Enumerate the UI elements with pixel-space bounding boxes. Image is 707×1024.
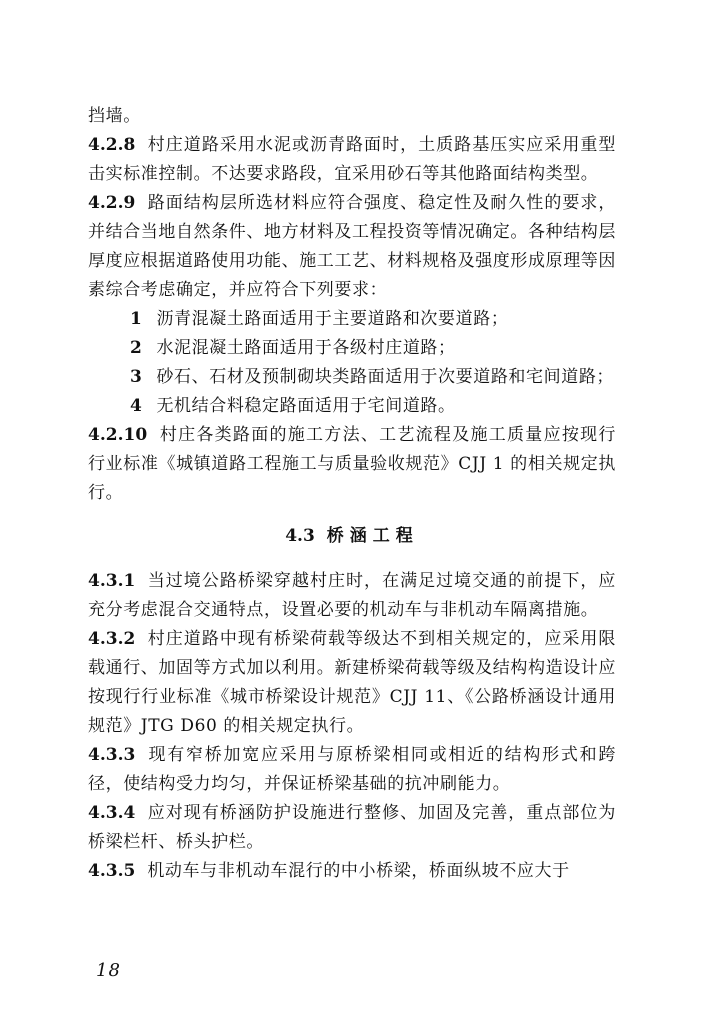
intro-text: 挡墙。 xyxy=(88,106,141,126)
clause-number: 4.3.5 xyxy=(88,861,136,881)
clause-number: 4.2.9 xyxy=(88,193,136,213)
item-number: 2 xyxy=(130,338,143,358)
clause-4-3-2 xyxy=(88,625,616,741)
page-content xyxy=(88,102,616,886)
clause-text: 应对现有桥涵防护设施进行整修、加固及完善，重点部位为桥梁栏杆、桥头护栏。 xyxy=(88,803,616,852)
list-item xyxy=(88,392,616,421)
clause-number: 4.2.8 xyxy=(88,135,136,155)
clause-text: 村庄道路采用水泥或沥青路面时，土质路基压实应采用重型击实标准控制。不达要求路段，宜采用砂石等其他路面结构类型。 xyxy=(88,135,616,184)
list-item xyxy=(88,363,616,392)
clause-number: 4.3.2 xyxy=(88,629,136,649)
clause-number: 4.3.1 xyxy=(88,571,136,591)
item-text: 沥青混凝土路面适用于主要道路和次要道路； xyxy=(156,309,509,329)
clause-text: 村庄各类路面的施工方法、工艺流程及施工质量应按现行行业标准《城镇道路工程施工与质量验收规范》CJJ 1 的相关规定执行。 xyxy=(88,425,616,503)
clause-4-2-10 xyxy=(88,421,616,508)
item-number: 4 xyxy=(130,396,143,416)
section-heading xyxy=(88,522,616,551)
clause-text: 当过境公路桥梁穿越村庄时，在满足过境交通的前提下，应充分考虑混合交通特点，设置必要的机动车与非机动车隔离措施。 xyxy=(88,571,616,620)
item-text: 水泥混凝土路面适用于各级村庄道路； xyxy=(156,338,456,358)
clause-4-3-5 xyxy=(88,857,616,886)
page-number: 18 xyxy=(96,960,121,981)
list-item xyxy=(88,334,616,363)
clause-4-3-1 xyxy=(88,567,616,625)
clause-number: 4.2.10 xyxy=(88,425,148,445)
clause-4-2-8 xyxy=(88,131,616,189)
clause-number: 4.3.3 xyxy=(88,745,136,765)
item-number: 3 xyxy=(130,367,143,387)
clause-number: 4.3.4 xyxy=(88,803,136,823)
clause-text: 现有窄桥加宽应采用与原桥梁相同或相近的结构形式和跨径，使结构受力均匀，并保证桥梁基础的抗冲刷能力。 xyxy=(88,745,616,794)
list-item xyxy=(88,305,616,334)
item-number: 1 xyxy=(130,309,143,329)
clause-4-3-4 xyxy=(88,799,616,857)
clause-text: 机动车与非机动车混行的中小桥梁，桥面纵坡不应大于 xyxy=(147,861,570,881)
section-number: 4.3 xyxy=(285,526,315,546)
clause-4-3-3 xyxy=(88,741,616,799)
item-text: 砂石、石材及预制砌块类路面适用于次要道路和宅间道路； xyxy=(156,367,615,387)
clause-text: 村庄道路中现有桥梁荷载等级达不到相关规定的，应采用限载通行、加固等方式加以利用。新建桥梁荷载等级及结构构造设计应按现行行业标准《城市桥梁设计规范》CJJ 11、《公路桥涵设计通用规范》JTG D60 的相关规定执行。 xyxy=(88,629,616,736)
clause-text: 路面结构层所选材料应符合强度、稳定性及耐久性的要求，并结合当地自然条件、地方材料及工程投资等情况确定。各种结构层厚度应根据道路使用功能、施工工艺、材料规格及强度形成原理等因素综合考虑确定，并应符合下列要求： xyxy=(88,193,616,300)
section-title: 桥涵工程 xyxy=(326,526,419,546)
item-text: 无机结合料稳定路面适用于宅间道路。 xyxy=(156,396,456,416)
clause-4-2-9 xyxy=(88,189,616,305)
